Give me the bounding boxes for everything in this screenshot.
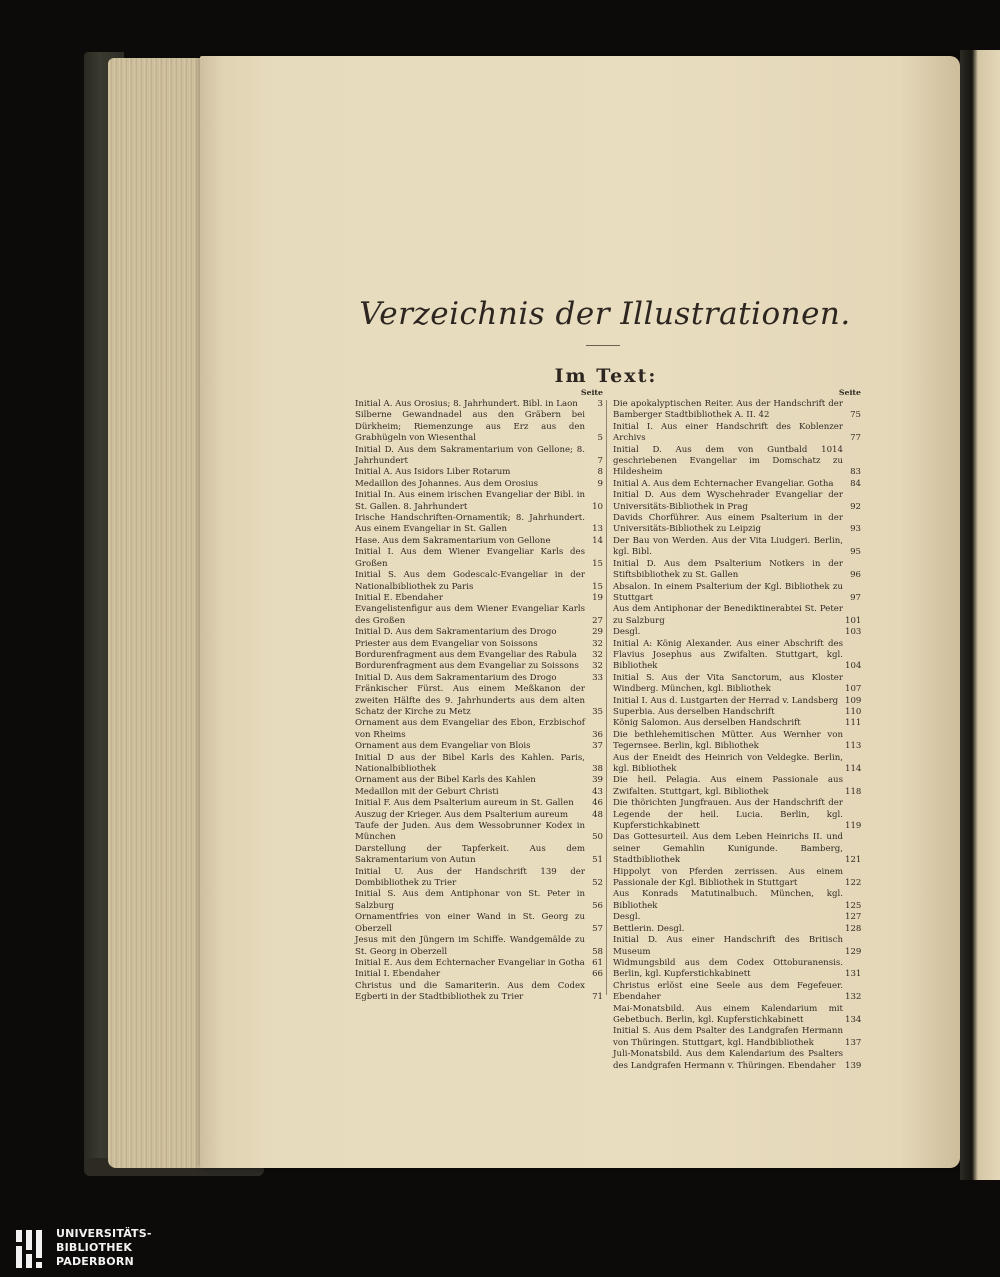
- list-item: [355, 753, 603, 776]
- entry-page-number: 92: [850, 501, 861, 512]
- entry-page-number: 43: [592, 786, 603, 797]
- list-item: [355, 798, 603, 809]
- list-item: [355, 604, 603, 627]
- entry-text: Initial D. Aus dem Sakramentarium des Drogo: [355, 627, 557, 638]
- entry-text: Initial S. Aus dem Antiphonar von St. Peter in Salzburg: [355, 889, 585, 911]
- entry-page-number: 139: [845, 1060, 862, 1071]
- entry-text: Initial A. Aus Isidors Liber Rotarum: [355, 467, 511, 478]
- list-item: [613, 1004, 861, 1027]
- entry-page-number: 118: [845, 786, 862, 797]
- entry-text: Priester aus dem Evangeliar von Soissons: [355, 638, 538, 649]
- entry-text: Initial D. Aus dem von Guntbald 1014 geschriebenen Evangeliar im Domschatz zu Hildesheim: [613, 444, 843, 478]
- entry-text: Initial D. Aus einer Handschrift des Britisch Museum: [613, 935, 843, 957]
- entry-text: Juli-Monatsbild. Aus dem Kalendarium des Psalters des Landgrafen Hermann v. Thüringen. Ebendaher: [613, 1049, 843, 1071]
- list-item: [613, 981, 861, 1004]
- entry-page-number: 19: [592, 592, 603, 603]
- entry-page-number: 110: [845, 706, 862, 717]
- entry-page-number: 39: [592, 775, 603, 786]
- list-item: [355, 958, 603, 969]
- entry-page-number: 14: [592, 535, 603, 546]
- entry-page-number: 125: [845, 900, 862, 911]
- entry-text: Das Gottesurteil. Aus dem Leben Heinrichs II. und seiner Gemahlin Kunigunde. Bamberg, Stadtbibliothek: [613, 832, 843, 866]
- entry-text: Der Bau von Werden. Aus der Vita Liudgeri. Berlin, kgl. Bibl.: [613, 535, 843, 558]
- entry-page-number: 5: [597, 433, 603, 444]
- entry-text: Initial I. Aus dem Wiener Evangeliar Karls des Großen: [355, 547, 585, 569]
- entry-text: Initial D. Aus dem Sakramentarium von Gellone; 8. Jahrhundert: [355, 444, 585, 467]
- entry-text: Ornament aus dem Evangeliar von Blois: [355, 741, 531, 752]
- list-item: [355, 410, 603, 444]
- list-item: [613, 445, 861, 479]
- entry-text: Initial U. Aus der Handschrift 139 der Dombibliothek zu Trier: [355, 866, 585, 889]
- list-item: [355, 718, 603, 741]
- entry-text: Initial D. Aus dem Wyschehrader Evangeliar der Universitäts-Bibliothek in Prag: [613, 490, 843, 512]
- entry-text: Absalon. In einem Psalterium der Kgl. Bibliothek zu Stuttgart: [613, 581, 843, 603]
- entry-text: Bordurenfragment aus dem Evangeliar des Rabula: [355, 649, 577, 660]
- entry-text: Aus dem Antiphonar der Benediktinerabtei St. Peter zu Salzburg: [613, 604, 843, 626]
- entry-text: Taufe der Juden. Aus dem Wessobrunner Kodex in München: [355, 821, 585, 843]
- list-item: [355, 479, 603, 490]
- entry-page-number: 137: [845, 1037, 862, 1048]
- list-item: [355, 810, 603, 821]
- entry-page-number: 128: [845, 923, 862, 934]
- list-item: [613, 912, 861, 923]
- entry-text: Auszug der Krieger. Aus dem Psalterium aureum: [355, 809, 568, 820]
- list-item: [613, 889, 861, 912]
- entry-page-number: 58: [592, 946, 603, 957]
- entry-page-number: 7: [597, 456, 603, 467]
- entry-page-number: 111: [845, 718, 862, 729]
- entry-page-number: 15: [592, 581, 603, 592]
- list-item: [613, 1049, 861, 1072]
- entry-page-number: 77: [850, 433, 861, 444]
- entry-page-number: 3: [597, 399, 603, 409]
- list-item: [613, 399, 861, 422]
- list-item: [613, 513, 861, 536]
- entry-page-number: 32: [592, 649, 603, 660]
- entry-text: Hippolyt von Pferden zerrissen. Aus einem Passionale der Kgl. Bibliothek in Stuttgart: [613, 866, 843, 889]
- list-item: [613, 479, 861, 490]
- entry-text: Die apokalyptischen Reiter. Aus der Handschrift der Bamberger Stadtbibliothek A. II. 42: [613, 399, 843, 421]
- list-item: [355, 467, 603, 478]
- entry-text: Die bethlehemitischen Mütter. Aus Wernher von Tegernsee. Berlin, kgl. Bibliothek: [613, 729, 843, 752]
- entry-text: Initial A. Aus Orosius; 8. Jahrhundert. Bibl. in Laon: [355, 399, 578, 409]
- entry-page-number: 46: [592, 798, 603, 809]
- entry-page-number: 93: [850, 524, 861, 535]
- entry-page-number: 48: [592, 809, 603, 820]
- entry-text: Initial I. Aus einer Handschrift des Koblenzer Archivs: [613, 421, 843, 444]
- list-item: [613, 490, 861, 513]
- entry-text: Darstellung der Tapferkeit. Aus dem Sakramentarium von Autun: [355, 843, 585, 866]
- entry-page-number: 84: [850, 478, 861, 489]
- list-item: [613, 707, 861, 718]
- title-rule: [586, 345, 620, 346]
- list-item: [613, 582, 861, 605]
- entry-text: Initial S. Aus dem Godescalc-Evangeliar in der Nationalbibliothek zu Paris: [355, 570, 585, 592]
- list-item: [355, 821, 603, 844]
- entry-page-number: 66: [592, 969, 603, 980]
- entry-text: Initial D. Aus dem Sakramentarium des Drogo: [355, 672, 557, 683]
- entry-text: Initial D aus der Bibel Karls des Kahlen. Paris, Nationalbibliothek: [355, 752, 585, 774]
- entry-page-number: 131: [845, 969, 862, 980]
- page-title: Verzeichnis der Illustrationen.: [359, 296, 851, 332]
- entry-text: Initial A. Aus dem Echternacher Evangeliar. Gotha: [613, 478, 834, 489]
- entry-text: Initial S. Aus dem Psalter des Landgrafen Hermann von Thüringen. Stuttgart, kgl. Handbibliothek: [613, 1026, 843, 1048]
- entry-text: Initial S. Aus der Vita Sanctorum, aus Kloster Windberg. München, kgl. Bibliothek: [613, 672, 843, 695]
- entry-page-number: 113: [845, 741, 862, 752]
- entry-page-number: 56: [592, 900, 603, 911]
- list-item: [355, 673, 603, 684]
- entry-text: Irische Handschriften-Ornamentik; 8. Jahrhundert. Aus einem Evangeliar in St. Gallen: [355, 513, 585, 535]
- logo-line-3: PADERBORN: [56, 1255, 134, 1268]
- entry-text: Superbia. Aus derselben Handschrift: [613, 706, 775, 717]
- entry-page-number: 122: [845, 878, 862, 889]
- entry-page-number: 15: [592, 558, 603, 569]
- entry-page-number: 121: [845, 855, 862, 866]
- entry-text: Hase. Aus dem Sakramentarium von Gellone: [355, 535, 551, 546]
- entry-page-number: 107: [845, 684, 862, 695]
- entry-text: Initial E. Ebendaher: [355, 592, 443, 603]
- list-item: [355, 570, 603, 593]
- list-item: [355, 684, 603, 718]
- list-item: [355, 889, 603, 912]
- list-item: [355, 867, 603, 890]
- entry-page-number: 52: [592, 878, 603, 889]
- list-item: [355, 627, 603, 638]
- entry-text: Bettlerin. Desgl.: [613, 923, 685, 934]
- logo-line-1: UNIVERSITÄTS-: [56, 1227, 152, 1240]
- entry-page-number: 103: [845, 627, 862, 638]
- list-item: [613, 832, 861, 866]
- entry-page-number: 8: [597, 467, 603, 478]
- entry-text: Initial In. Aus einem irischen Evangeliar der Bibl. in St. Gallen. 8. Jahrhundert: [355, 490, 585, 512]
- entry-text: Ornament aus der Bibel Karls des Kahlen: [355, 775, 536, 786]
- entry-page-number: 134: [845, 1014, 862, 1025]
- entry-text: Widmungsbild aus dem Codex Ottoburanensis. Berlin, kgl. Kupferstichkabinett: [613, 957, 843, 980]
- list-item: [355, 775, 603, 786]
- list-item: [355, 490, 603, 513]
- entry-text: Christus erlöst eine Seele aus dem Fegefeuer. Ebendaher: [613, 980, 843, 1003]
- entry-text: Die heil. Pelagia. Aus einem Passionale aus Zwifalten. Stuttgart, kgl. Bibliothek: [613, 775, 843, 797]
- entry-page-number: 96: [850, 570, 861, 581]
- list-item: [613, 958, 861, 981]
- entry-text: Desgl.: [613, 912, 641, 923]
- entry-text: Christus und die Samariterin. Aus dem Codex Egberti in der Stadtbibliothek zu Trier: [355, 980, 585, 1003]
- list-item: [355, 650, 603, 661]
- left-column: [355, 387, 603, 1004]
- facing-page-gutter: [960, 50, 1000, 1180]
- list-item: [613, 718, 861, 729]
- entry-text: Initial E. Aus dem Echternacher Evangeliar in Gotha: [355, 957, 585, 968]
- entry-text: Desgl.: [613, 627, 641, 638]
- list-item: [355, 844, 603, 867]
- entry-page-number: 38: [592, 764, 603, 774]
- entry-page-number: 61: [592, 957, 603, 968]
- entry-page-number: 71: [592, 992, 603, 1003]
- entry-text: Jesus mit den Jüngern im Schiffe. Wandgemälde zu St. Georg in Oberzell: [355, 935, 585, 957]
- entry-page-number: 129: [845, 946, 862, 957]
- list-item: [613, 673, 861, 696]
- list-item: [355, 536, 603, 547]
- list-item: [613, 924, 861, 935]
- column-divider: [606, 400, 607, 995]
- entry-page-number: 36: [592, 729, 603, 740]
- entry-page-number: 50: [592, 832, 603, 843]
- entry-text: Evangelistenfigur aus dem Wiener Evangeliar Karls des Großen: [355, 604, 585, 626]
- list-item: [355, 912, 603, 935]
- list-item: [613, 798, 861, 832]
- entry-text: Aus der Eneidt des Heinrich von Veldegke. Berlin, kgl. Bibliothek: [613, 752, 843, 774]
- entry-text: Davids Chorführer. Aus einem Psalterium in der Universitäts-Bibliothek zu Leipzig: [613, 513, 843, 535]
- list-item: [355, 639, 603, 650]
- entry-page-number: 35: [592, 706, 603, 717]
- left-entry-list: [355, 399, 603, 1004]
- entry-text: Ornamentfries von einer Wand in St. Georg zu Oberzell: [355, 912, 585, 934]
- list-item: [613, 867, 861, 890]
- list-item: [613, 775, 861, 798]
- entry-page-number: 104: [845, 661, 862, 672]
- entry-text: Mai-Monatsbild. Aus einem Kalendarium mit Gebetbuch. Berlin, kgl. Kupferstichkabinett: [613, 1003, 843, 1025]
- entry-text: König Salomon. Aus derselben Handschrift: [613, 718, 801, 729]
- list-item: [613, 627, 861, 638]
- right-entry-list: [613, 399, 861, 1072]
- list-item: [613, 604, 861, 627]
- entry-page-number: 119: [845, 821, 862, 832]
- entry-page-number: 132: [845, 992, 862, 1003]
- list-item: [355, 399, 603, 410]
- list-item: [613, 536, 861, 559]
- entry-text: Medaillon mit der Geburt Christi: [355, 786, 499, 797]
- entry-text: Aus Konrads Matutinalbuch. München, kgl. Bibliothek: [613, 889, 843, 911]
- right-column: [613, 387, 861, 1072]
- list-item: [355, 547, 603, 570]
- entry-page-number: 114: [845, 764, 862, 774]
- entry-page-number: 51: [592, 855, 603, 866]
- list-item: [613, 639, 861, 673]
- list-item: [613, 559, 861, 582]
- list-item: [613, 1026, 861, 1049]
- list-item: [355, 445, 603, 468]
- entry-text: Die thörichten Jungfrauen. Aus der Handschrift der Legende der heil. Lucia. Berlin, kgl. Kupferstichkabinett: [613, 798, 843, 832]
- entry-page-number: 32: [592, 661, 603, 672]
- list-item: [613, 753, 861, 776]
- entry-page-number: 37: [592, 741, 603, 752]
- list-item: [355, 969, 603, 980]
- list-item: [613, 730, 861, 753]
- entry-page-number: 9: [597, 478, 603, 489]
- page-edges: [108, 58, 204, 1168]
- entry-page-number: 97: [850, 592, 861, 603]
- entry-page-number: 33: [592, 672, 603, 683]
- entry-page-number: 95: [850, 547, 861, 558]
- list-item: [355, 787, 603, 798]
- list-item: [613, 696, 861, 707]
- entry-text: Ornament aus dem Evangeliar des Ebon, Erzbischof von Rheims: [355, 718, 585, 740]
- list-item: [355, 513, 603, 536]
- entry-text: Bordurenfragment aus dem Evangeliar zu Soissons: [355, 661, 579, 672]
- entry-text: Initial I. Ebendaher: [355, 969, 441, 980]
- list-item: [355, 593, 603, 604]
- entry-text: Initial A: König Alexander. Aus einer Abschrift des Flavius Josephus aus Zwifalten. Stuttgart, kgl. Bibliothek: [613, 638, 843, 672]
- entry-text: Initial D. Aus dem Psalterium Notkers in der Stiftsbibliothek zu St. Gallen: [613, 558, 843, 581]
- entry-page-number: 75: [850, 410, 861, 421]
- list-item: [613, 422, 861, 445]
- entry-page-number: 10: [592, 501, 603, 512]
- entry-page-number: 83: [850, 467, 861, 478]
- entry-page-number: 27: [592, 615, 603, 626]
- list-item: [355, 981, 603, 1004]
- entry-text: Initial F. Aus dem Psalterium aureum in St. Gallen: [355, 798, 574, 809]
- column-header-seite: Seite: [838, 388, 861, 397]
- entry-page-number: 109: [845, 695, 862, 706]
- entry-text: Medaillon des Johannes. Aus dem Orosius: [355, 478, 539, 489]
- entry-page-number: 13: [592, 524, 603, 535]
- entry-page-number: 127: [845, 912, 862, 923]
- library-logo-text: [56, 1227, 152, 1269]
- entry-page-number: 29: [592, 627, 603, 638]
- entry-text: Initial I. Aus d. Lustgarten der Herrad v. Landsberg: [613, 695, 839, 706]
- entry-page-number: 57: [592, 923, 603, 934]
- entry-text: Silberne Gewandnadel aus den Gräbern bei Dürkheim; Riemenzunge aus Erz aus den Grabhügeln von Wiesenthal: [355, 410, 585, 444]
- library-logo: [10, 1224, 150, 1274]
- logo-line-2: BIBLIOTHEK: [56, 1241, 133, 1254]
- list-item: [355, 661, 603, 672]
- entry-text: Fränkischer Fürst. Aus einem Meßkanon der zweiten Hälfte des 9. Jahrhunderts aus dem alten Schatz der Kirche zu Metz: [355, 684, 585, 717]
- library-logo-icon: [14, 1228, 48, 1270]
- list-item: [355, 935, 603, 958]
- list-item: [355, 741, 603, 752]
- column-header-seite: Seite: [580, 388, 603, 397]
- entry-page-number: 101: [845, 615, 862, 626]
- section-heading: Im Text:: [554, 365, 658, 387]
- entry-page-number: 32: [592, 638, 603, 649]
- list-item: [613, 935, 861, 958]
